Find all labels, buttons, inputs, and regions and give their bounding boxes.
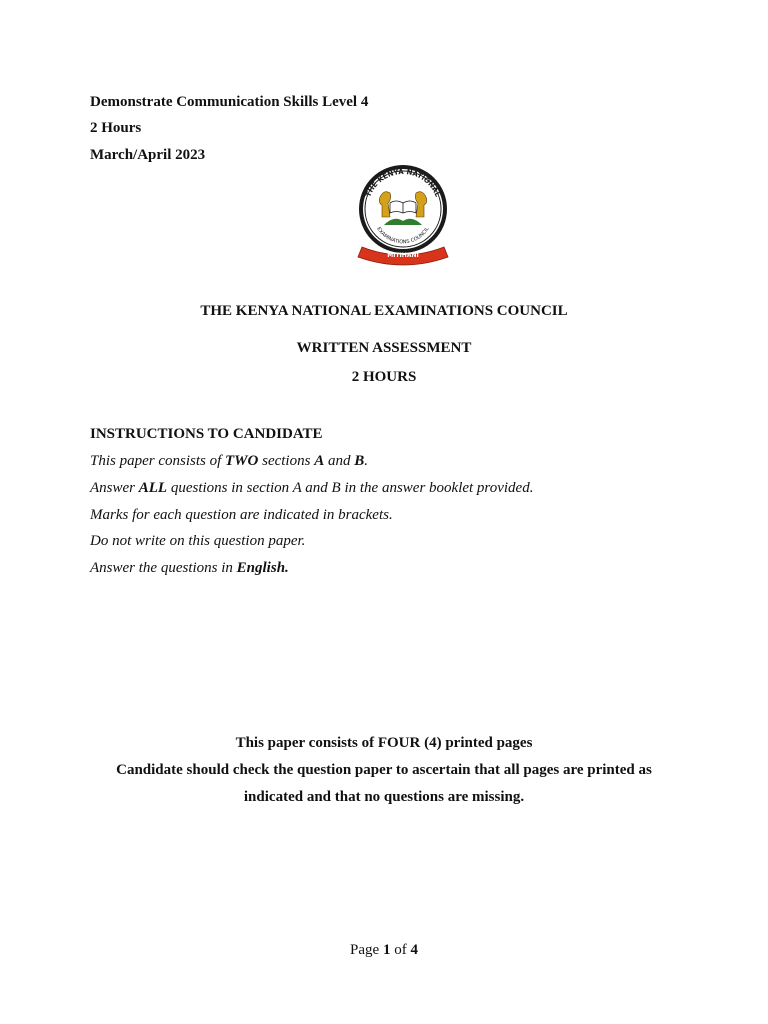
footer-check-line-2: indicated and that no questions are missing. — [243, 789, 525, 805]
logo-ring-text: THE KENYA NATIONAL — [364, 167, 442, 199]
course-title: Demonstrate Communication Skills Level 4 — [90, 94, 369, 110]
exam-session: March/April 2023 — [90, 147, 206, 163]
page-number: Page 1 of 4 — [350, 942, 418, 958]
instruction-line-2: Answer ALL questions in section A and B in the answer booklet provided. — [90, 480, 534, 496]
footer-check-line-1: Candidate should check the question paper to ascertain that all pages are printed as — [116, 762, 652, 778]
council-title: THE KENYA NATIONAL EXAMINATIONS COUNCIL — [200, 303, 568, 319]
instruction-line-4: Do not write on this question paper. — [90, 533, 306, 549]
assessment-hours: 2 HOURS — [351, 369, 417, 385]
instruction-line-1: This paper consists of TWO sections A and B. — [90, 453, 368, 469]
knec-logo — [350, 163, 456, 269]
logo-lower-text: EXAMINATIONS COUNCIL — [375, 226, 431, 246]
instruction-line-3: Marks for each question are indicated in brackets. — [90, 507, 393, 523]
instruction-line-5: Answer the questions in English. — [90, 560, 289, 576]
assessment-title: WRITTEN ASSESSMENT — [296, 340, 472, 356]
ribbon-text: MITIHANI — [387, 252, 419, 259]
duration: 2 Hours — [90, 120, 142, 136]
footer-page-count: This paper consists of FOUR (4) printed pages — [235, 735, 533, 751]
instructions-heading: INSTRUCTIONS TO CANDIDATE — [90, 426, 323, 442]
